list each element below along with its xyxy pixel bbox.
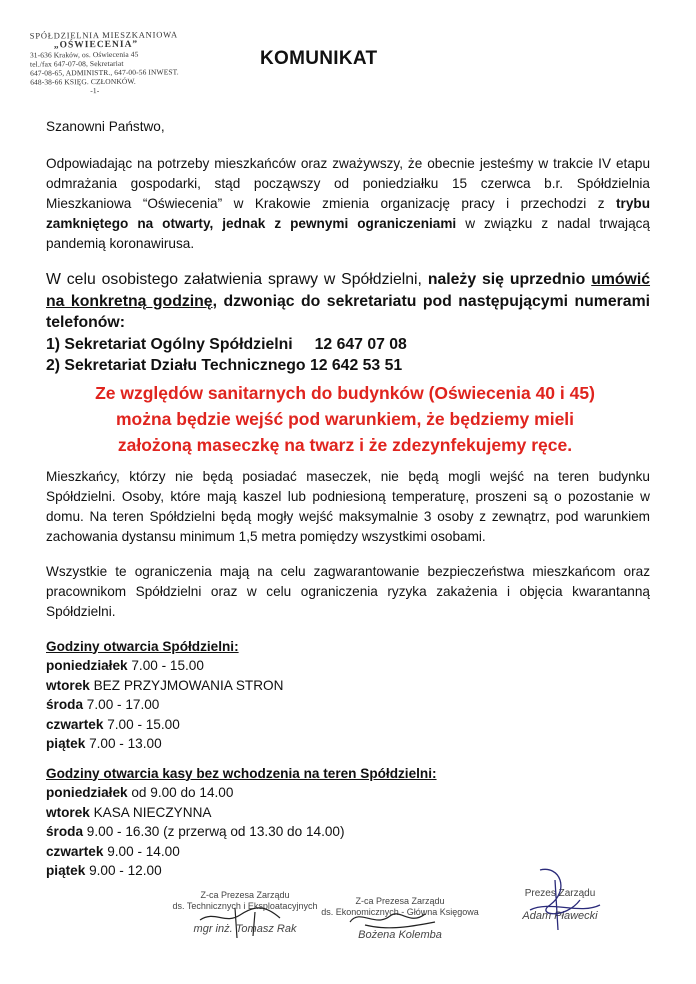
stamp-line: 31-636 Kraków, os. Oświecenia 45 [29,49,139,60]
phone-item: 1) Sekretariat Ogólny Spółdzielni 12 647 07 08 [46,335,407,353]
text: Odpowiadając na potrzeby mieszkańców oraz zważywszy, że obecnie jesteśmy w trakcie IV etapu odmrażania gospodarki, stąd począwszy od poniedziałku 15 czerwca b.r. Spółdzielnia Mieszkaniowa “Oświecenia” w Krakowie zmienia organizację pracy i przechodzi z [46,156,650,211]
day-label: czwartek [46,843,104,859]
bold-text: trybu zamkniętego na otwarty, jednak z pewnymi ograniczeniami [46,196,650,231]
signature-name: mgr inż. Tomasz Rak [193,923,297,935]
appointment-paragraph [46,269,650,334]
handwritten-signature-2-icon [345,900,445,935]
stamp-line: -1- [90,86,100,96]
hours-value: 9.00 - 14.00 [103,843,180,859]
signature-name: Adam Pławecki [522,910,598,922]
bold-text: , dzwoniąc do sekretariatu pod następującymi numerami telefonów: [46,292,651,331]
hours-row [46,783,650,803]
text: w związku z nadal trwającą pandemią koronawirusa. [46,216,650,251]
hours-value: 7.00 - 15.00 [127,658,204,673]
signature-role: ds. Technicznych i Eksploatacyjnych [172,901,318,911]
intro-paragraph [46,154,650,254]
mask-paragraph: Mieszkańcy, którzy nie będą posiadać maseczek, nie będą mogli wejść na teren budynku Spółdzielni. Osoby, które mają kaszel lub podniesioną temperaturę, proszeni są o pozostanie w domu. Na teren Spółdzielni będą mogły wejść maksymalnie 3 osoby z zewnątrz, pod warunkiem zachowania dystansu minimum 1,5 metra pomiędzy wszystkimi osobami. [46,468,650,544]
hours-value: od 9.00 do 14.00 [127,785,234,800]
day-label: poniedziałek [46,785,128,800]
signature-role: ds. Ekonomicznych - Główna Księgowa [321,907,479,917]
hours-value: KASA NIECZYNNA [89,804,212,820]
office-hours-title: Godziny otwarcia Spółdzielni: [46,638,239,654]
day-label: wtorek [46,677,90,693]
day-label: poniedziałek [46,658,128,673]
hours-value: 7.00 - 17.00 [83,697,160,712]
warning-line: można będzie wejść pod warunkiem, że będziemy mieli [115,408,575,429]
text: W celu osobistego załatwienia sprawy w Spółdzielni, [46,271,428,288]
stamp-line: 647-08-65, ADMINISTR., 647-00-56 INWEST. [30,67,179,78]
hours-value: 7.00 - 15.00 [103,716,180,732]
warning-line: Ze względów sanitarnych do budynków (Oświecenia 40 i 45) [95,382,595,403]
hours-row [46,676,650,696]
day-label: piątek [46,863,86,878]
cash-hours-title: Godziny otwarcia kasy bez wchodzenia na teren Spółdzielni: [46,765,437,781]
hours-row [46,715,650,735]
restrictions-paragraph: Wszystkie te ograniczenia mają na celu zagwarantowanie bezpieczeństwa mieszkańcom oraz pracownikom Spółdzielni oraz w celu ograniczenia ryzyka zakażenia i objęcia kwarantanną Spółdzielni. [46,563,650,619]
hours-row [46,842,650,862]
hours-row [46,695,650,715]
day-label: wtorek [46,804,90,820]
day-label: środa [46,697,84,712]
signature-role: Prezes Zarządu [524,888,596,899]
handwritten-signature-3-icon [510,860,610,940]
phone-item: 2) Sekretariat Działu Technicznego 12 642 53 51 [46,357,403,374]
bold-text: należy się uprzednio [427,271,586,288]
hours-row [46,656,650,676]
hours-row [46,822,650,842]
letter-body [46,117,650,881]
page-title: KOMUNIKAT [260,48,378,69]
office-hours [46,637,650,754]
stamp-line: SPÓŁDZIELNIA MIESZKANIOWA [29,29,179,41]
phone-list [46,334,650,377]
stamp-line: tel./fax 647-07-08, Sekretariat [29,58,124,69]
sanitary-warning [40,380,650,458]
greeting: Szanowni Państwo, [46,119,165,134]
hours-row [46,734,650,754]
signature-name: Bożena Kolemba [358,929,442,941]
hours-value: 9.00 - 16.30 (z przerwą od 13.30 do 14.00) [83,824,345,839]
stamp-line: „OŚWIECENIA” [53,39,139,51]
day-label: piątek [46,736,86,751]
day-label: środa [46,824,84,839]
hours-value: 9.00 - 12.00 [85,863,162,878]
hours-value: BEZ PRZYJMOWANIA STRON [89,677,284,693]
signature-role: Z-ca Prezesa Zarządu [200,890,290,900]
cooperative-stamp [30,29,181,95]
signature-role: Z-ca Prezesa Zarządu [355,896,445,906]
hours-row [46,803,650,823]
handwritten-signature-1-icon [195,900,305,940]
stamp-line: 648-38-66 KSIĘG. CZŁONKÓW. [30,76,136,87]
underlined-text: umówić na konkretną godzinę [46,271,651,310]
day-label: czwartek [46,716,104,732]
warning-line: założoną maseczkę na twarz i że zdezynfekujemy ręce. [117,434,573,455]
hours-value: 7.00 - 13.00 [85,736,162,751]
